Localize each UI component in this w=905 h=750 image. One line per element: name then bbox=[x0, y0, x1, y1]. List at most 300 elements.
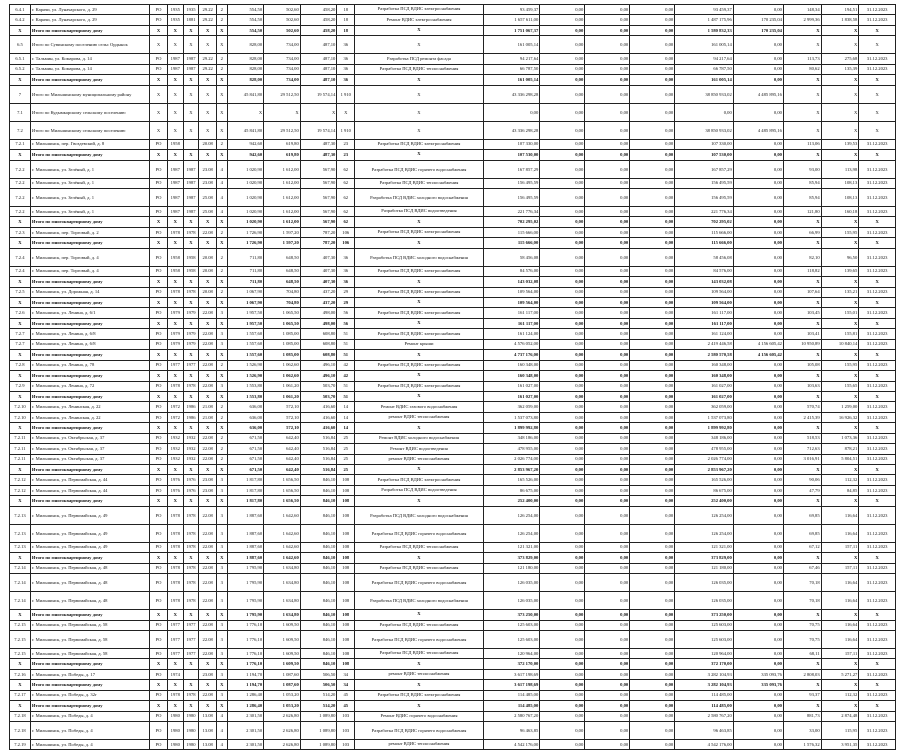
cell: X bbox=[167, 298, 183, 308]
cell: 1958 bbox=[183, 266, 199, 276]
subtotal-row bbox=[10, 659, 896, 669]
table-row bbox=[10, 178, 896, 188]
cell: X bbox=[199, 659, 217, 669]
cell: 3 bbox=[217, 648, 227, 658]
cell: 114 485,00 bbox=[675, 701, 734, 711]
cell: 161 117,00 bbox=[675, 318, 734, 328]
cell: 828,00 bbox=[227, 36, 264, 54]
cell: 0,00 bbox=[540, 648, 585, 658]
cell: 69,85 bbox=[783, 524, 821, 542]
cell: 0,00 bbox=[540, 433, 585, 443]
cell: г. Мильшинск, ул. Зелёный, д. 1 bbox=[30, 160, 149, 178]
cell: 1978 bbox=[167, 381, 183, 391]
cell: 116,64 bbox=[821, 620, 859, 630]
table-row bbox=[10, 433, 896, 443]
cell: 161 005,14 bbox=[675, 75, 734, 85]
cell: X bbox=[217, 75, 227, 85]
cell: X bbox=[783, 121, 821, 139]
cell: 846,10 bbox=[300, 542, 337, 552]
cell: X bbox=[150, 350, 168, 360]
cell: 18 bbox=[337, 25, 355, 35]
cell: 42 bbox=[337, 360, 355, 370]
cell: 1 557,60 bbox=[227, 350, 264, 360]
cell: 121 321,00 bbox=[483, 542, 539, 552]
cell: 1 612,00 bbox=[264, 188, 301, 206]
table-row bbox=[10, 669, 896, 679]
cell: 3 bbox=[217, 690, 227, 700]
cell: 70,18 bbox=[783, 574, 821, 592]
cell: 252 400,00 bbox=[675, 496, 734, 506]
cell: г. Мильшинск, пер. Гвоздевский, д. 8 bbox=[30, 139, 149, 149]
cell: 161 005,14 bbox=[483, 36, 539, 54]
cell: 3 bbox=[217, 329, 227, 339]
cell: X bbox=[859, 496, 896, 506]
cell: 4 bbox=[217, 206, 227, 216]
table-row bbox=[10, 620, 896, 630]
cell: X bbox=[167, 75, 183, 85]
cell: 58 456,08 bbox=[483, 248, 539, 266]
cell: X bbox=[167, 496, 183, 506]
cell: 5 804,51 bbox=[821, 454, 859, 464]
cell: 0,00 bbox=[540, 391, 585, 401]
cell: 1977 bbox=[167, 630, 183, 648]
cell: 0,00 bbox=[630, 433, 675, 443]
cell: 0,00 bbox=[585, 381, 630, 391]
cell: Итого по многоквартирному дому bbox=[30, 350, 149, 360]
cell: X bbox=[859, 25, 896, 35]
cell: 2 853 967,20 bbox=[483, 465, 539, 475]
cell: 7.2.13 bbox=[10, 524, 31, 542]
cell: X bbox=[783, 75, 821, 85]
cell: 113,06 bbox=[783, 139, 821, 149]
cell: X bbox=[183, 350, 199, 360]
cell: 0,00 bbox=[630, 178, 675, 188]
cell: 126 254,00 bbox=[675, 506, 734, 524]
cell: X bbox=[183, 371, 199, 381]
cell: РО bbox=[150, 475, 168, 485]
cell: 1 089,80 bbox=[300, 711, 337, 721]
cell: 704,80 bbox=[264, 287, 301, 297]
cell: Разработка ПСД ВДИС электроснабжения bbox=[355, 287, 484, 297]
cell: Итого по многоквартирному дому bbox=[30, 298, 149, 308]
cell: 1976 bbox=[167, 475, 183, 485]
cell: X bbox=[183, 680, 199, 690]
cell: 1 776,10 bbox=[227, 648, 264, 658]
cell: Итого по многоквартирному дому bbox=[30, 371, 149, 381]
cell: 114 485,00 bbox=[483, 701, 539, 711]
cell: X bbox=[10, 298, 31, 308]
cell: 108 bbox=[337, 506, 355, 524]
cell: 62 bbox=[337, 206, 355, 216]
cell: 103,41 bbox=[783, 329, 821, 339]
cell: 3 bbox=[217, 630, 227, 648]
cell: 1 020,90 bbox=[227, 206, 264, 216]
cell: 0,00 bbox=[733, 178, 783, 188]
cell: 1 053,20 bbox=[264, 690, 301, 700]
cell: 1 957,50 bbox=[227, 318, 264, 328]
cell: 51 bbox=[337, 350, 355, 360]
cell: 1978 bbox=[167, 690, 183, 700]
cell: 567,90 bbox=[300, 206, 337, 216]
table-row bbox=[10, 563, 896, 573]
cell: 108 bbox=[337, 574, 355, 592]
cell: 1 634,80 bbox=[264, 610, 301, 620]
cell: 0,00 bbox=[585, 402, 630, 412]
cell: 0,00 bbox=[675, 103, 734, 121]
cell: X bbox=[783, 25, 821, 35]
cell: Итого по многоквартирному дому bbox=[30, 150, 149, 160]
cell: РО bbox=[150, 139, 168, 149]
cell: 0,00 bbox=[585, 238, 630, 248]
cell: 6.4.1 bbox=[10, 5, 31, 15]
cell: РО bbox=[150, 592, 168, 610]
cell: Ремонт ВДИС водоотведения bbox=[355, 444, 484, 454]
cell: 1 612,00 bbox=[264, 160, 301, 178]
cell: X bbox=[150, 150, 168, 160]
cell: 1976 bbox=[183, 475, 199, 485]
cell: 116,64 bbox=[821, 506, 859, 524]
cell: 0,00 bbox=[630, 620, 675, 630]
cell: 31.12.2023 bbox=[859, 740, 896, 750]
cell: X bbox=[821, 238, 859, 248]
cell: 1977 bbox=[183, 620, 199, 630]
cell: 45 bbox=[337, 701, 355, 711]
cell: X bbox=[150, 25, 168, 35]
cell: 1958 bbox=[167, 248, 183, 266]
cell: 1978 bbox=[183, 227, 199, 237]
cell: X bbox=[167, 150, 183, 160]
cell: 671,50 bbox=[227, 465, 264, 475]
cell: 2 bbox=[217, 287, 227, 297]
cell: X bbox=[183, 121, 199, 139]
cell: 2 bbox=[217, 227, 227, 237]
cell: 82,10 bbox=[783, 248, 821, 266]
cell: Ремонт ВДИС газового водоснабжения bbox=[355, 402, 484, 412]
cell: 23 bbox=[337, 150, 355, 160]
cell: 734,00 bbox=[264, 64, 301, 74]
cell: 0,00 bbox=[585, 680, 630, 690]
cell: 62 bbox=[337, 160, 355, 178]
cell: 1 656,50 bbox=[264, 485, 301, 495]
cell: 636,00 bbox=[227, 423, 264, 433]
cell: 1977 bbox=[183, 630, 199, 648]
cell: 31.12.2023 bbox=[859, 54, 896, 64]
cell: 112,32 bbox=[821, 690, 859, 700]
cell: 22.08 bbox=[199, 329, 217, 339]
cell: 7.2.19 bbox=[10, 740, 31, 750]
cell: 1980 bbox=[167, 711, 183, 721]
cell: Разработка ПСД ВДИС горячего водоснабжения bbox=[355, 160, 484, 178]
cell: 1977 bbox=[167, 648, 183, 658]
cell: 1 776,10 bbox=[227, 620, 264, 630]
cell: 22.08 bbox=[199, 524, 217, 542]
cell: 106 bbox=[337, 238, 355, 248]
cell: 3 bbox=[217, 574, 227, 592]
cell: 107 330,00 bbox=[483, 139, 539, 149]
cell: 22.08 bbox=[199, 308, 217, 318]
cell: X bbox=[859, 423, 896, 433]
cell: 2 bbox=[217, 266, 227, 276]
cell: 0,00 bbox=[733, 496, 783, 506]
cell: 1 065,50 bbox=[264, 318, 301, 328]
cell: 846,10 bbox=[300, 620, 337, 630]
cell: Итого по многоквартирному дому bbox=[30, 610, 149, 620]
cell: 108 bbox=[337, 610, 355, 620]
cell: 125 603,00 bbox=[675, 630, 734, 648]
cell: 1 089,80 bbox=[300, 740, 337, 750]
cell: 1987 bbox=[167, 188, 183, 206]
cell: 711,80 bbox=[227, 277, 264, 287]
table-row bbox=[10, 15, 896, 25]
cell: Разработка ПСД ВДИС электроснабжения bbox=[355, 690, 484, 700]
cell: Ремонт крыши bbox=[355, 339, 484, 349]
cell: РО bbox=[150, 524, 168, 542]
cell: 516,84 bbox=[300, 465, 337, 475]
cell: 0,00 bbox=[630, 506, 675, 524]
cell: 135,39 bbox=[821, 64, 859, 74]
cell: 0,00 bbox=[630, 701, 675, 711]
cell: X bbox=[183, 25, 199, 35]
cell: 1 634,80 bbox=[264, 574, 301, 592]
cell: 0,00 bbox=[540, 350, 585, 360]
cell: 31.12.2023 bbox=[859, 178, 896, 188]
cell: 56 bbox=[337, 318, 355, 328]
cell: г. Тальмин, ул. Комарова, д. 14 bbox=[30, 54, 149, 64]
cell: 0,00 bbox=[630, 217, 675, 227]
cell: 31.12.2023 bbox=[859, 630, 896, 648]
cell: X bbox=[183, 277, 199, 287]
cell: 108 bbox=[337, 620, 355, 630]
cell: 0,00 bbox=[733, 139, 783, 149]
cell: 0,00 bbox=[540, 680, 585, 690]
cell: 4 156 605,42 bbox=[733, 339, 783, 349]
cell: 160 348,00 bbox=[675, 371, 734, 381]
cell: РО bbox=[150, 542, 168, 552]
subtotal-row bbox=[10, 318, 896, 328]
cell: X bbox=[10, 465, 31, 475]
cell: X bbox=[10, 423, 31, 433]
cell: Разработка ПСД ВДИС горячего водоснабжения bbox=[355, 574, 484, 592]
cell: 0,00 bbox=[630, 329, 675, 339]
cell: 1 085,00 bbox=[264, 329, 301, 339]
cell: X bbox=[821, 25, 859, 35]
cell: 437,20 bbox=[300, 287, 337, 297]
cell: 1979 bbox=[183, 339, 199, 349]
cell: 20.08 bbox=[199, 248, 217, 266]
cell: г. Мильшинск, ул. Ленинская, д. 22 bbox=[30, 412, 149, 422]
cell: 36 bbox=[337, 75, 355, 85]
cell: 14 bbox=[337, 412, 355, 422]
cell: X bbox=[821, 496, 859, 506]
cell: 85,94 bbox=[783, 188, 821, 206]
cell: РО bbox=[150, 648, 168, 658]
cell: г. Мильшинск, ул. Ленина, д. 6/8 bbox=[30, 329, 149, 339]
cell: 3 bbox=[217, 485, 227, 495]
cell: 0,00 bbox=[540, 711, 585, 721]
cell: 0,00 bbox=[733, 277, 783, 287]
cell: 0,00 bbox=[585, 277, 630, 287]
cell: X bbox=[167, 610, 183, 620]
cell: X bbox=[150, 75, 168, 85]
cell: 0,00 bbox=[733, 563, 783, 573]
cell: X bbox=[355, 277, 484, 287]
cell: г. Мильшинск, ул. Первомайская, д. 49 bbox=[30, 524, 149, 542]
cell: 3 bbox=[217, 542, 227, 552]
cell: 1978 bbox=[167, 227, 183, 237]
cell: 0,00 bbox=[630, 318, 675, 328]
cell: 1978 bbox=[167, 563, 183, 573]
cell: 108,13 bbox=[821, 178, 859, 188]
cell: X bbox=[167, 465, 183, 475]
cell: 1977 bbox=[167, 620, 183, 630]
cell: 1 020,90 bbox=[227, 188, 264, 206]
cell: 3 bbox=[217, 669, 227, 679]
cell: 2 bbox=[217, 360, 227, 370]
cell: 734,00 bbox=[264, 75, 301, 85]
cell: 160,18 bbox=[821, 206, 859, 216]
cell: 878,21 bbox=[821, 444, 859, 454]
cell: 1932 bbox=[183, 444, 199, 454]
cell: X bbox=[183, 298, 199, 308]
cell: 0,00 bbox=[733, 592, 783, 610]
cell: РО bbox=[150, 690, 168, 700]
cell: 22.08 bbox=[199, 506, 217, 524]
cell: X bbox=[150, 659, 168, 669]
cell: РО bbox=[150, 188, 168, 206]
cell: 4 542 176,00 bbox=[483, 740, 539, 750]
cell: 7.2.7 bbox=[10, 339, 31, 349]
cell: 29.22 bbox=[199, 54, 217, 64]
cell: X bbox=[783, 465, 821, 475]
cell: 0,00 bbox=[630, 680, 675, 690]
cell: X bbox=[783, 680, 821, 690]
cell: 34 bbox=[337, 680, 355, 690]
cell: 0,00 bbox=[585, 485, 630, 495]
cell: 2 808,03 bbox=[783, 669, 821, 679]
cell: 0,00 bbox=[585, 722, 630, 740]
cell: 0,00 bbox=[540, 496, 585, 506]
cell: X bbox=[150, 465, 168, 475]
cell: Разработка ПСД ВДИС теплоснабжения bbox=[355, 178, 484, 188]
cell: 108 bbox=[337, 648, 355, 658]
table-row bbox=[10, 266, 896, 276]
cell: 58 456,08 bbox=[675, 248, 734, 266]
cell: X bbox=[183, 75, 199, 85]
cell: 0,00 bbox=[630, 711, 675, 721]
cell: X bbox=[167, 36, 183, 54]
cell: 1 085,00 bbox=[264, 350, 301, 360]
cell: 107,64 bbox=[783, 287, 821, 297]
cell: 0,00 bbox=[585, 139, 630, 149]
cell: 1 526,90 bbox=[227, 360, 264, 370]
table-row bbox=[10, 485, 896, 495]
cell: Итого по многоквартирному дому bbox=[30, 423, 149, 433]
cell: г. Карачи, ул. Луначарского, д. 29 bbox=[30, 15, 149, 25]
cell: 0,00 bbox=[630, 308, 675, 318]
cell: 0,00 bbox=[585, 5, 630, 15]
cell: 1935 bbox=[167, 15, 183, 25]
cell: 1977 bbox=[183, 648, 199, 658]
cell: 1 487 175,96 bbox=[675, 15, 734, 25]
cell: 1987 bbox=[183, 188, 199, 206]
cell: X bbox=[217, 277, 227, 287]
cell: 0,00 bbox=[540, 722, 585, 740]
cell: X bbox=[859, 85, 896, 103]
subtotal-row bbox=[10, 298, 896, 308]
cell: 194,51 bbox=[821, 5, 859, 15]
cell: 1980 bbox=[183, 722, 199, 740]
cell: 711,80 bbox=[227, 248, 264, 266]
cell: 0,00 bbox=[733, 391, 783, 401]
cell: 86 675,00 bbox=[483, 485, 539, 495]
cell: 416,60 bbox=[300, 423, 337, 433]
cell: 1976 bbox=[183, 485, 199, 495]
cell: Разработка ПСД ВДИС электроснабжения bbox=[355, 360, 484, 370]
cell: 0,00 bbox=[733, 620, 783, 630]
cell: 0,00 bbox=[733, 433, 783, 443]
cell: 115 666,00 bbox=[675, 227, 734, 237]
cell: Итого по многоквартирному дому bbox=[30, 318, 149, 328]
cell: 25 bbox=[337, 444, 355, 454]
cell: 1 557,60 bbox=[227, 329, 264, 339]
cell: X bbox=[217, 465, 227, 475]
cell: Разработка ПСД ВДИС холодного водоснабжения bbox=[355, 592, 484, 610]
table-row bbox=[10, 690, 896, 700]
cell bbox=[183, 669, 199, 679]
cell: 0,00 bbox=[540, 620, 585, 630]
cell: X bbox=[217, 298, 227, 308]
cell: 109 564,00 bbox=[675, 298, 734, 308]
cell: 67,12 bbox=[783, 542, 821, 552]
cell: 0,00 bbox=[540, 659, 585, 669]
cell: 93,37 bbox=[783, 690, 821, 700]
cell: г. Мильшинск, ул. Первомайская, д. 58 bbox=[30, 620, 149, 630]
cell: 516,84 bbox=[300, 433, 337, 443]
cell: 7.2.2 bbox=[10, 178, 31, 188]
cell: 0,00 bbox=[630, 206, 675, 216]
cell: РО bbox=[150, 178, 168, 188]
cell: 648,50 bbox=[264, 248, 301, 266]
cell: X bbox=[355, 553, 484, 563]
cell: 846,10 bbox=[300, 592, 337, 610]
cell: 113,73 bbox=[783, 54, 821, 64]
cell: РО bbox=[150, 329, 168, 339]
cell: ремонт ВДИС теплоснабжения bbox=[355, 740, 484, 750]
cell: X bbox=[167, 701, 183, 711]
table-row bbox=[10, 360, 896, 370]
cell: X bbox=[217, 85, 227, 103]
cell: г. Мильшинск, ул. Победы, д. 4 bbox=[30, 722, 149, 740]
cell: 1 910 bbox=[337, 85, 355, 103]
subtotal-row bbox=[10, 680, 896, 690]
cell: 846,10 bbox=[300, 485, 337, 495]
cell: 47,79 bbox=[783, 485, 821, 495]
cell: Итого по Кудымкарскому сельскому поселению bbox=[30, 103, 149, 121]
cell: 0,00 bbox=[540, 178, 585, 188]
cell: Итого по многоквартирному дому bbox=[30, 496, 149, 506]
cell: 156 495,59 bbox=[483, 188, 539, 206]
cell: 0,00 bbox=[630, 740, 675, 750]
cell: 0,00 bbox=[630, 381, 675, 391]
cell: X bbox=[355, 423, 484, 433]
cell: 0,00 bbox=[630, 238, 675, 248]
cell: 2 bbox=[217, 402, 227, 412]
cell: 0,00 bbox=[585, 298, 630, 308]
cell: 115 666,00 bbox=[675, 238, 734, 248]
cell: 7.2.14 bbox=[10, 574, 31, 592]
cell: Итого по многоквартирному дому bbox=[30, 465, 149, 475]
cell: 0,00 bbox=[585, 669, 630, 679]
